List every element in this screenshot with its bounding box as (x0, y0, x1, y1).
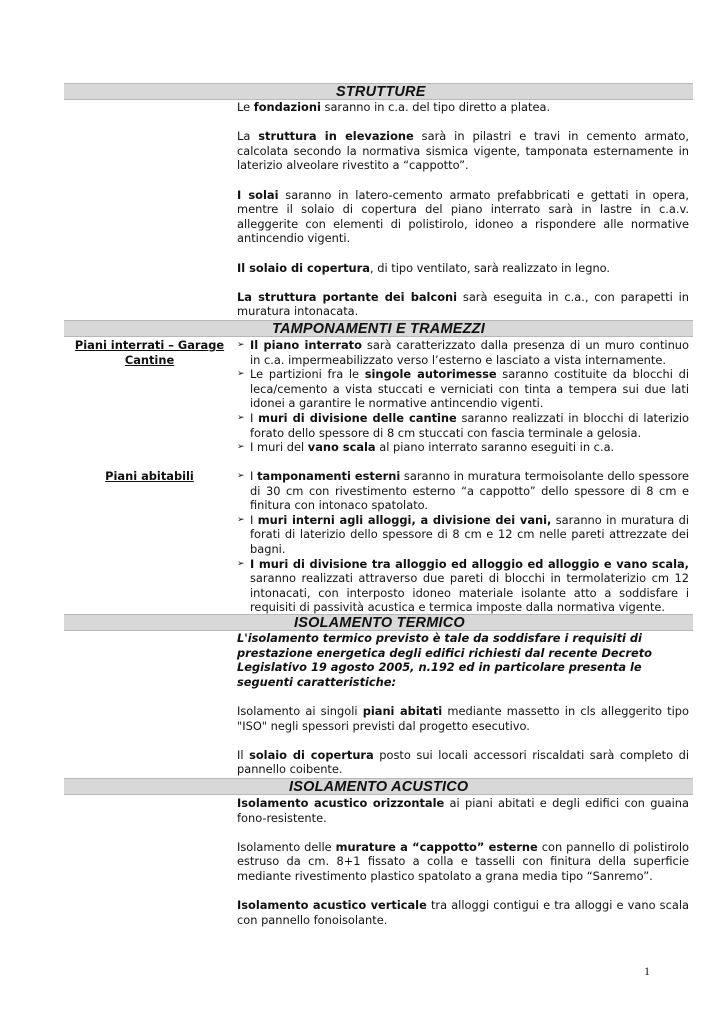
acustico-paragraph: Isolamento delle murature a “cappotto” esterne con pannello di polistirolo estruso da cm. 8+1 fissato a colla e tasselli con finitura della superficie mediante rivestimento plastico spatolato a grana media tipo “Sanremo”. (237, 839, 690, 883)
list-item: ➢ I muri di divisione tra alloggio ed alloggio ed alloggio e vano scala, saranno realizzati attraverso due pareti di blocchi in termolaterizio cm 12 intonacati, con interposto idoneo materiale isolante atto a soddisfare i requisiti di passività acustica e termica imposte dalla normativa vigente. (237, 556, 689, 615)
section-title-strutture: STRUTTURE (336, 84, 426, 100)
strutture-paragraph: La struttura in elevazione sarà in pilastri e travi in cemento armato, calcolata secondo la normativa sismica vigente, tamponata esternamente in laterizio alveolare rivestito a “cappotto”. (237, 129, 689, 173)
termico-paragraph: Isolamento ai singoli piani abitati mediante massetto in cls alleggerito tipo "ISO" negli spessori previsti dal progetto esecutivo. (237, 703, 689, 733)
list-item: ➢ I muri interni agli alloggi, a divisione dei vani, saranno in muratura di forati di laterizio dello spessore di 8 cm e 12 cm nelle pareti attrezzate dei bagni. (237, 512, 689, 556)
strutture-paragraph: La struttura portante dei balconi sarà eseguita in c.a., con parapetti in muratura intonacata. (237, 289, 689, 319)
termico-paragraph: Il solaio di copertura posto sui locali accessori riscaldati sarà completo di pannello coibente. (237, 747, 689, 777)
arrow-bullet-icon: ➢ (237, 442, 245, 453)
strutture-paragraph: Le fondazioni saranno in c.a. del tipo diretto a platea. (237, 100, 551, 114)
arrow-bullet-icon: ➢ (237, 471, 245, 481)
strutture-body (237, 100, 689, 319)
section-band-acustico (64, 778, 693, 795)
list-item: ➢ Le partizioni fra le singole autorimesse saranno costituite da blocchi di leca/cemento a vista stuccati e verniciati con tinta a tempera sui due lati idonei a garantire le normative antincendio vigenti. (237, 367, 689, 411)
termico-intro: L'isolamento termico previsto è tale da soddisfare i requisiti di prestazione energetica degli edifici richiesti dal recente Decreto Legislativo 19 agosto 2005, n.192 ed in particolare presenta le seguenti caratteristiche: (237, 631, 652, 689)
arrow-bullet-icon: ➢ (237, 340, 245, 350)
label-piani-abitabili: Piani abitabili (105, 469, 194, 483)
label-piani-interrati: Piani interrati – Garage Cantine (74, 338, 225, 367)
arrow-bullet-icon: ➢ (237, 412, 245, 423)
section-band-termico (64, 614, 693, 631)
interrati-bullet-list (237, 338, 689, 455)
acustico-paragraph: Isolamento acustico orizzontale ai piani abitati e degli edifici con guaina fono-resistente. (237, 796, 689, 825)
abitabili-list-block (237, 469, 689, 615)
list-item: ➢ I tamponamenti esterni saranno in muratura termoisolante dello spessore di 30 cm con rivestimento esterno “a cappotto” dello spessore di 8 cm e finitura con intonaco spatolato. (237, 469, 689, 513)
section-band-strutture (64, 83, 693, 100)
list-item: ➢ I muri di divisione delle cantine saranno realizzati in blocchi di laterizio forato dello spessore di 8 cm stuccati con fascia terminale a gelosia. (237, 410, 689, 440)
section-title-tamponamenti: TAMPONAMENTI E TRAMEZZI (272, 321, 485, 337)
strutture-paragraph: I solai saranno in latero-cemento armato prefabbricati e gettati in opera, mentre il solaio di copertura del piano interrato sarà in lastre in c.a.v. alleggerite con elementi di polistirolo, idoneo a rispondere alle normative antincendio vigenti. (237, 187, 689, 246)
page-number: 1 (644, 964, 650, 978)
termico-body (237, 631, 689, 777)
acustico-body (237, 796, 689, 927)
acustico-paragraph: Isolamento acustico verticale tra alloggi contigui e tra alloggi e vano scala con pannello fonoisolante. (237, 898, 689, 927)
strutture-paragraph: Il solaio di copertura, di tipo ventilato, sarà realizzato in legno. (237, 260, 611, 275)
list-item: ➢ Il piano interrato sarà caratterizzato dalla presenza di un muro continuo in c.a. impermeabilizzato verso l’esterno e lasciato a vista internamente. (237, 338, 689, 367)
arrow-bullet-icon: ➢ (237, 558, 245, 569)
section-band-tamponamenti (64, 320, 693, 337)
list-item: ➢ I muri del vano scala al piano interrato saranno eseguiti in c.a. (237, 440, 615, 455)
arrow-bullet-icon: ➢ (237, 514, 245, 525)
arrow-bullet-icon: ➢ (237, 369, 245, 380)
interrati-list-block (237, 338, 689, 455)
abitabili-bullet-list (237, 469, 689, 615)
section-title-acustico: ISOLAMENTO ACUSTICO (289, 779, 469, 795)
section-title-termico: ISOLAMENTO TERMICO (294, 615, 465, 631)
